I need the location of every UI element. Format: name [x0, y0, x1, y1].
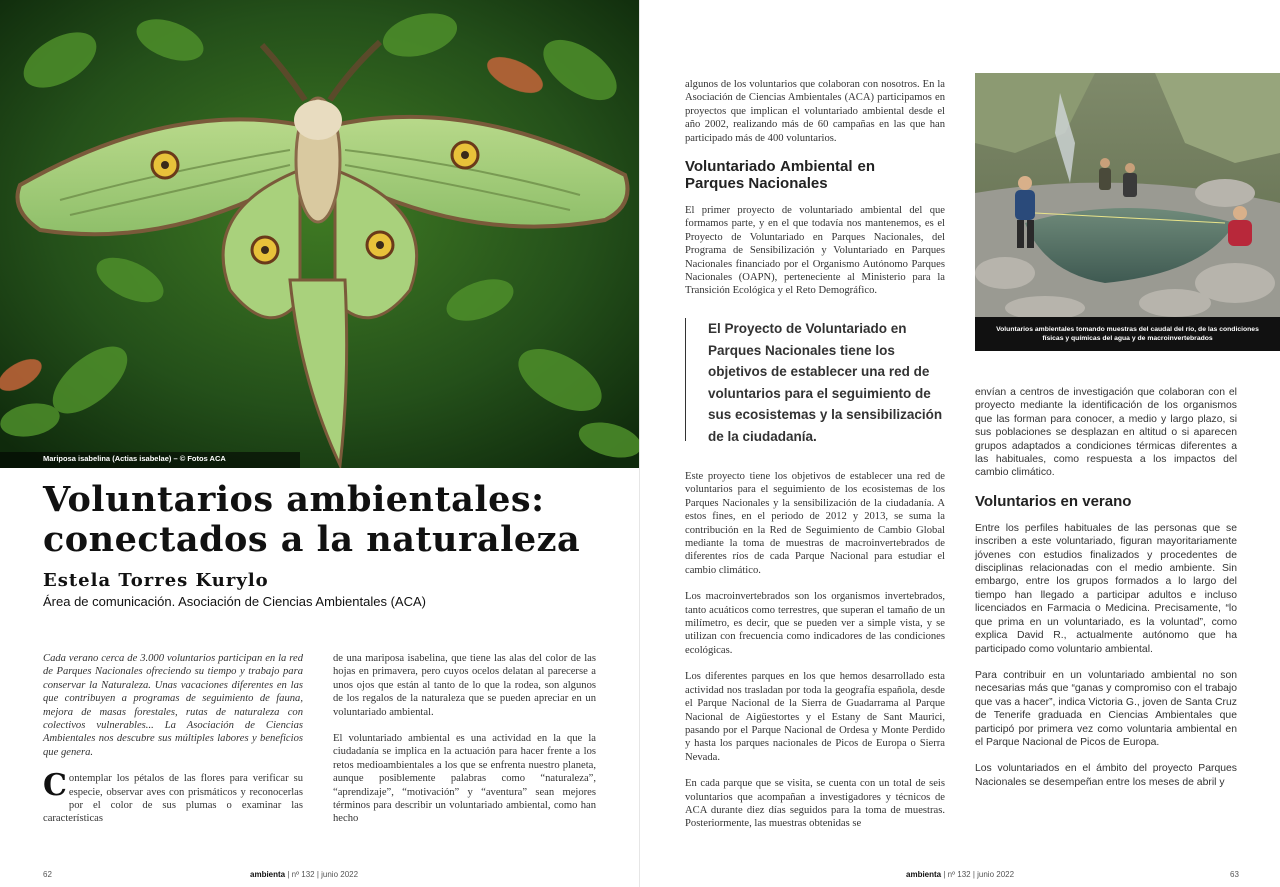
body-paragraph: El primer proyecto de voluntariado ambiental del que formamos parte, y en el que todavía nos mantenemos, es el Proyecto de Voluntariado en Parques Nacionales, del Programa de Sensibilización y Voluntariado en Parques Nacionales financiado por el Organismo Autónomo Parques Nacionales (OAPN), perteneciente al Ministerio para la Transición Ecológica y el Reto Demográfico.	[685, 205, 945, 297]
body-paragraph: El voluntariado ambiental es una actividad en la que la ciudadanía se implica en la actuación para hacer frente a los retos medioambientales a los que se enfrenta nuestro planeta, aunque posiblemente palabras como “naturaleza”, “aprendizaje”, “motivación” y “aventura” sean mejores términos para describir un voluntariado ambiental, como han hecho	[333, 733, 596, 825]
body-paragraph	[43, 768, 303, 826]
river-photo-caption: Voluntarios ambientales tomando muestras del caudal del río, de las condiciones físicas y químicas del agua y de macroinvertebrados	[975, 317, 1280, 351]
body-paragraph: algunos de los voluntarios que colaboran con nosotros. En la Asociación de Ciencias Ambientales (ACA) participamos en proyectos que implican el voluntariado ambiental desde el año 2002, realizando más de 60 campañas en las que han participado más de 400 voluntarios.	[685, 79, 945, 144]
issue-info: | nº 132 | junio 2022	[941, 870, 1015, 879]
right-column-1	[685, 78, 945, 311]
author-affiliation: Área de comunicación. Asociación de Ciencias Ambientales (ACA)	[43, 594, 426, 609]
page-number-right: 63	[1230, 870, 1239, 879]
folio-left	[250, 870, 358, 879]
issue-info: | nº 132 | junio 2022	[285, 870, 359, 879]
photo-caption: Mariposa isabelina (Actias isabelae) – © Fotos ACA	[0, 452, 300, 468]
lead-paragraph: Cada verano cerca de 3.000 voluntarios participan en la red de Parques Nacionales ofreciendo su tiempo y trabajo para conservar la Naturaleza. Unas vacaciones diferentes en las que contribuyen a programas de seguimiento de fauna, mejora de masas forestales, rutas de naturaleza con colectivos vulnerables... La Asociación de Ciencias Ambientales nos descubre sus múltiples labores y beneficios que genera.	[43, 653, 303, 758]
pull-quote: El Proyecto de Voluntariado en Parques Nacionales tiene los objetivos de establecer una red de voluntarios para el seguimiento de sus ecosistemas y la sensibilización de la ciudadanía.	[685, 318, 947, 441]
body-paragraph: Entre los perfiles habituales de las personas que se inscriben a este voluntariado, figuran mayoritariamente jóvenes con estudios finalizados y procedentes de disciplinas relacionadas con el medio ambiente. Sin embargo, entre los grupos formados a lo largo del tiempo han llegado a participar adultos e incluso licenciados en Farmacia o Medicina. Precisamente, “lo que prima en un voluntariado, es la voluntad”, como explica David R., actualmente autónomo que ha participado como voluntario ambiental.	[975, 522, 1237, 655]
right-column-1-continued	[685, 470, 945, 844]
river-photo	[975, 73, 1280, 351]
page-number-left: 62	[43, 870, 52, 879]
right-column-2	[975, 386, 1237, 802]
body-paragraph: Los macroinvertebrados son los organismos invertebrados, tanto acuáticos como terrestres, que superan el tamaño de un milímetro, es decir, que se pueden ver a simple vista, y se utilizan con frecuencia como indicadores de las condiciones ecológicas.	[685, 591, 945, 656]
body-paragraph: En cada parque que se visita, se cuenta con un total de seis voluntarios que acompañan a investigadores y técnicos de ACA durante diez días seguidos para la toma de muestras. Posteriormente, las muestras obtenidas se	[685, 778, 945, 830]
title-line-1: Voluntarios ambientales:	[43, 479, 545, 520]
drop-cap: C	[43, 768, 67, 804]
body-paragraph: Los diferentes parques en los que hemos desarrollado esta actividad nos trasladan por toda la geografía española, desde el Parque Nacional de la Sierra de Guadarrama al Parque Nacional de Aigüestortes y el Estany de Sant Maurici, pasando por el Parque Nacional de Ordesa y Monte Perdido y hasta los parques nacionales de Picos de Europa o Sierra Nevada.	[685, 671, 945, 763]
article-title	[43, 480, 623, 560]
section-heading: Voluntariado Ambiental en Parques Nacionales	[685, 158, 875, 193]
moth-illustration	[0, 0, 640, 468]
body-paragraph: Para contribuir en un voluntariado ambiental no son necesarias más que “ganas y compromiso con el trabajo que vas a hacer”, indica Victoria G., joven de Santa Cruz de Tenerife graduada en Ciencias Ambientales que participó por primera vez como voluntaria ambiental en el Parque Nacional de Picos de Europa.	[975, 669, 1237, 748]
body-paragraph: envían a centros de investigación que colaboran con el proyecto mediante la identificación de los organismos que las forman para conocer, a medio y largo plazo, si sus poblaciones se desplazan en altitud o si aparecen grupos adaptados a condiciones térmicas diferentes a las habituales, como respuesta a los impactos del cambio climático.	[975, 387, 1237, 479]
magazine-name: ambienta	[250, 870, 286, 879]
river-illustration	[975, 73, 1280, 317]
magazine-name: ambienta	[906, 870, 942, 879]
body-text: ontemplar los pétalos de las flores para verificar su especie, observar aves con prismáticos y reconocerlas por el color de sus plumas o examinar las características	[43, 773, 303, 825]
title-line-2: conectados a la naturaleza	[43, 519, 581, 560]
body-paragraph: de una mariposa isabelina, que tiene las alas del color de las hojas en primavera, pero cuyos ocelos delatan al parecerse a unos ojos que están al tanto de lo que la rodea, son algunos de los regalos de la naturaleza que se pueden apreciar en un voluntariado ambiental.	[333, 653, 596, 718]
body-paragraph: Este proyecto tiene los objetivos de establecer una red de voluntarios para el seguimiento de los ecosistemas de los Parques Nacionales y la sensibilización de la ciudadanía. A estos fines, en el periodo de 2012 y 2013, se suma la contribución en la Red de Seguimiento de Cambio Global mediante la toma de muestras de macroinvertebrados de diferentes ríos de cada Parque Nacional para estudiar el cambio climático.	[685, 471, 945, 576]
section-heading: Voluntarios en verano	[975, 492, 1132, 510]
author-name: Estela Torres Kurylo	[43, 570, 269, 591]
left-column-2	[333, 652, 596, 839]
body-paragraph: Los voluntariados en el ámbito del proyecto Parques Nacionales se desempeñan entre los meses de abril y	[975, 763, 1237, 788]
folio-right	[906, 870, 1014, 879]
moth-photo	[0, 0, 640, 468]
left-column-1	[43, 652, 303, 839]
